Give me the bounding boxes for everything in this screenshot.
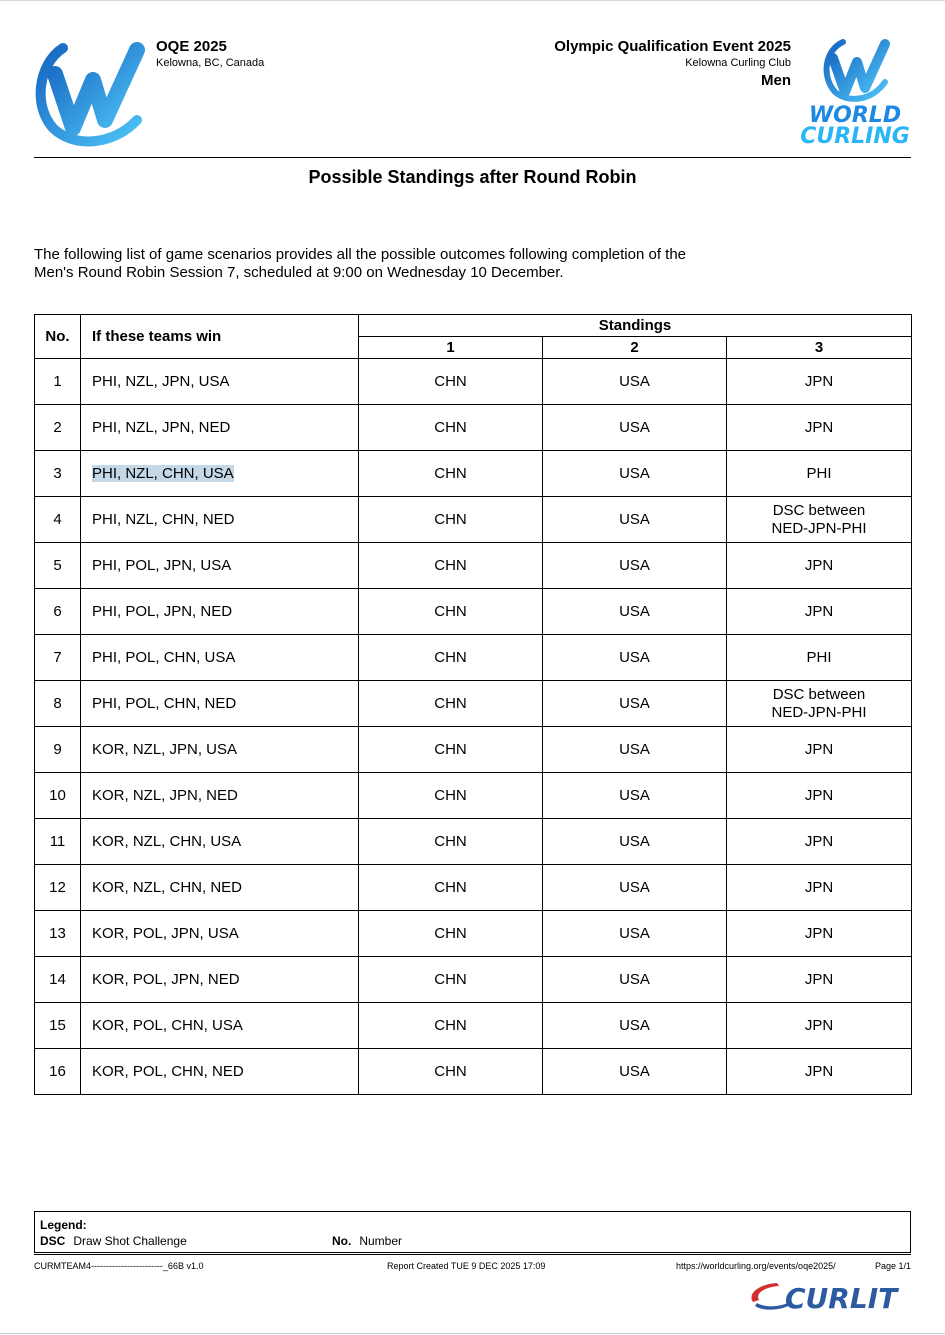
col-header-place-3: 3 [727, 337, 912, 359]
page-number: Page 1/1 [875, 1261, 912, 1271]
row-number: 14 [35, 957, 81, 1003]
table-row [35, 1049, 912, 1095]
legend-box [34, 1211, 911, 1253]
event-code: OQE 2025 [156, 38, 227, 55]
winning-teams: KOR, POL, JPN, USA [81, 911, 359, 957]
report-created: Report Created TUE 9 DEC 2025 17:09 [387, 1261, 546, 1271]
table-row [35, 865, 912, 911]
standing-3: JPN [727, 957, 912, 1003]
standing-1: CHN [359, 773, 543, 819]
winning-teams: KOR, POL, JPN, NED [81, 957, 359, 1003]
row-number: 16 [35, 1049, 81, 1095]
row-number: 7 [35, 635, 81, 681]
standing-3 [727, 681, 912, 727]
standing-1: CHN [359, 681, 543, 727]
standing-3: PHI [727, 451, 912, 497]
row-number: 8 [35, 681, 81, 727]
standing-2: USA [543, 497, 727, 543]
standing-2: USA [543, 865, 727, 911]
legend-abbr: DSC [40, 1234, 66, 1248]
standing-1: CHN [359, 819, 543, 865]
standing-1: CHN [359, 543, 543, 589]
event-info [554, 38, 791, 89]
standing-3: JPN [727, 911, 912, 957]
standing-1: CHN [359, 957, 543, 1003]
row-number: 6 [35, 589, 81, 635]
row-number: 1 [35, 359, 81, 405]
standing-1: CHN [359, 1003, 543, 1049]
standing-1: CHN [359, 589, 543, 635]
standing-2: USA [543, 957, 727, 1003]
col-header-place-1: 1 [359, 337, 543, 359]
standing-2: USA [543, 543, 727, 589]
col-header-no: No. [35, 315, 81, 359]
standing-1: CHN [359, 497, 543, 543]
standing-2: USA [543, 635, 727, 681]
standing-2: USA [543, 773, 727, 819]
report-code: CURMTEAM4------------------------_66B v1.0 [34, 1261, 204, 1271]
standing-1: CHN [359, 865, 543, 911]
row-number: 4 [35, 497, 81, 543]
standing-2: USA [543, 819, 727, 865]
intro-line-1: The following list of game scenarios provides all the possible outcomes following completion of the [34, 246, 687, 263]
winning-teams: PHI, POL, CHN, NED [81, 681, 359, 727]
standing-3: JPN [727, 773, 912, 819]
row-number: 5 [35, 543, 81, 589]
col-header-teams: If these teams win [81, 315, 359, 359]
winning-teams: PHI, NZL, JPN, USA [81, 359, 359, 405]
standing-3-line-2: NED-JPN-PHI [771, 703, 867, 721]
logo-text-curling: CURLING [800, 124, 910, 148]
legend-title: Legend: [40, 1218, 87, 1232]
winning-teams: PHI, NZL, CHN, NED [81, 497, 359, 543]
world-curling-logo-left [33, 36, 149, 148]
table-row [35, 589, 912, 635]
winning-teams: KOR, POL, CHN, USA [81, 1003, 359, 1049]
row-number: 15 [35, 1003, 81, 1049]
winning-teams: PHI, NZL, JPN, NED [81, 405, 359, 451]
event-location: Kelowna, BC, Canada [156, 57, 265, 69]
winning-teams: KOR, NZL, JPN, NED [81, 773, 359, 819]
table-row [35, 405, 912, 451]
row-number: 3 [35, 451, 81, 497]
event-url[interactable]: https://worldcurling.org/events/oqe2025/ [676, 1261, 836, 1271]
row-number: 11 [35, 819, 81, 865]
row-number: 10 [35, 773, 81, 819]
winning-teams: PHI, POL, CHN, USA [81, 635, 359, 681]
legend-desc: Draw Shot Challenge [73, 1234, 187, 1248]
standing-2: USA [543, 589, 727, 635]
intro-text [34, 246, 794, 282]
row-number: 9 [35, 727, 81, 773]
standing-1: CHN [359, 727, 543, 773]
winning-teams [81, 451, 359, 497]
row-number: 12 [35, 865, 81, 911]
winning-teams: KOR, NZL, CHN, NED [81, 865, 359, 911]
table-row [35, 957, 912, 1003]
standing-3: JPN [727, 727, 912, 773]
standing-3-line-1: DSC between [772, 501, 866, 519]
table-row [35, 451, 912, 497]
table-row [35, 773, 912, 819]
table-row [35, 727, 912, 773]
legend-item-no [332, 1234, 402, 1248]
legend-abbr: No. [332, 1234, 352, 1248]
standing-1: CHN [359, 359, 543, 405]
standing-2: USA [543, 405, 727, 451]
standing-3: JPN [727, 865, 912, 911]
legend-desc: Number [359, 1234, 403, 1248]
col-header-place-2: 2 [543, 337, 727, 359]
table-row [35, 359, 912, 405]
curlit-wordmark: CURLIT [785, 1282, 898, 1315]
page-title: Possible Standings after Round Robin [308, 167, 637, 187]
standing-2: USA [543, 681, 727, 727]
page-bottom-edge [0, 1333, 945, 1334]
standing-2: USA [543, 911, 727, 957]
table-row [35, 543, 912, 589]
winning-teams: PHI, POL, JPN, USA [81, 543, 359, 589]
standing-3-line-1: DSC between [772, 685, 866, 703]
row-number: 2 [35, 405, 81, 451]
standings-table [34, 314, 912, 1095]
header-rule [34, 157, 911, 158]
standing-3: PHI [727, 635, 912, 681]
legend-rule [34, 1254, 911, 1255]
event-name: Olympic Qualification Event 2025 [554, 38, 791, 55]
row-number: 13 [35, 911, 81, 957]
standing-2: USA [543, 727, 727, 773]
table-row [35, 819, 912, 865]
standing-3: JPN [727, 405, 912, 451]
curlit-logo [745, 1278, 913, 1316]
table-row [35, 911, 912, 957]
standing-1: CHN [359, 405, 543, 451]
standing-1: CHN [359, 451, 543, 497]
event-venue: Kelowna Curling Club [685, 57, 791, 69]
standing-3: JPN [727, 1049, 912, 1095]
col-header-standings: Standings [359, 315, 912, 337]
logo-text-world: WORLD [808, 103, 902, 128]
page-top-edge [0, 0, 945, 1]
standing-1: CHN [359, 1049, 543, 1095]
world-curling-logo-right [797, 36, 913, 148]
standing-3: JPN [727, 359, 912, 405]
winning-teams: KOR, NZL, CHN, USA [81, 819, 359, 865]
table-row [35, 497, 912, 543]
selected-text[interactable]: PHI, NZL, CHN, USA [92, 464, 234, 482]
table-row [35, 681, 912, 727]
standing-3: JPN [727, 543, 912, 589]
standing-2: USA [543, 359, 727, 405]
table-row [35, 635, 912, 681]
standing-3: JPN [727, 1003, 912, 1049]
standing-2: USA [543, 1003, 727, 1049]
event-category: Men [761, 72, 791, 89]
standing-1: CHN [359, 911, 543, 957]
standing-1: CHN [359, 635, 543, 681]
standing-3: JPN [727, 819, 912, 865]
standing-2: USA [543, 451, 727, 497]
standing-3: JPN [727, 589, 912, 635]
standing-3-line-2: NED-JPN-PHI [771, 519, 867, 537]
legend-item-dsc [40, 1234, 187, 1248]
winning-teams: KOR, NZL, JPN, USA [81, 727, 359, 773]
winning-teams: PHI, POL, JPN, NED [81, 589, 359, 635]
standing-3 [727, 497, 912, 543]
intro-line-2: Men's Round Robin Session 7, scheduled at 9:00 on Wednesday 10 December. [34, 264, 564, 281]
table-row [35, 1003, 912, 1049]
winning-teams: KOR, POL, CHN, NED [81, 1049, 359, 1095]
standing-2: USA [543, 1049, 727, 1095]
